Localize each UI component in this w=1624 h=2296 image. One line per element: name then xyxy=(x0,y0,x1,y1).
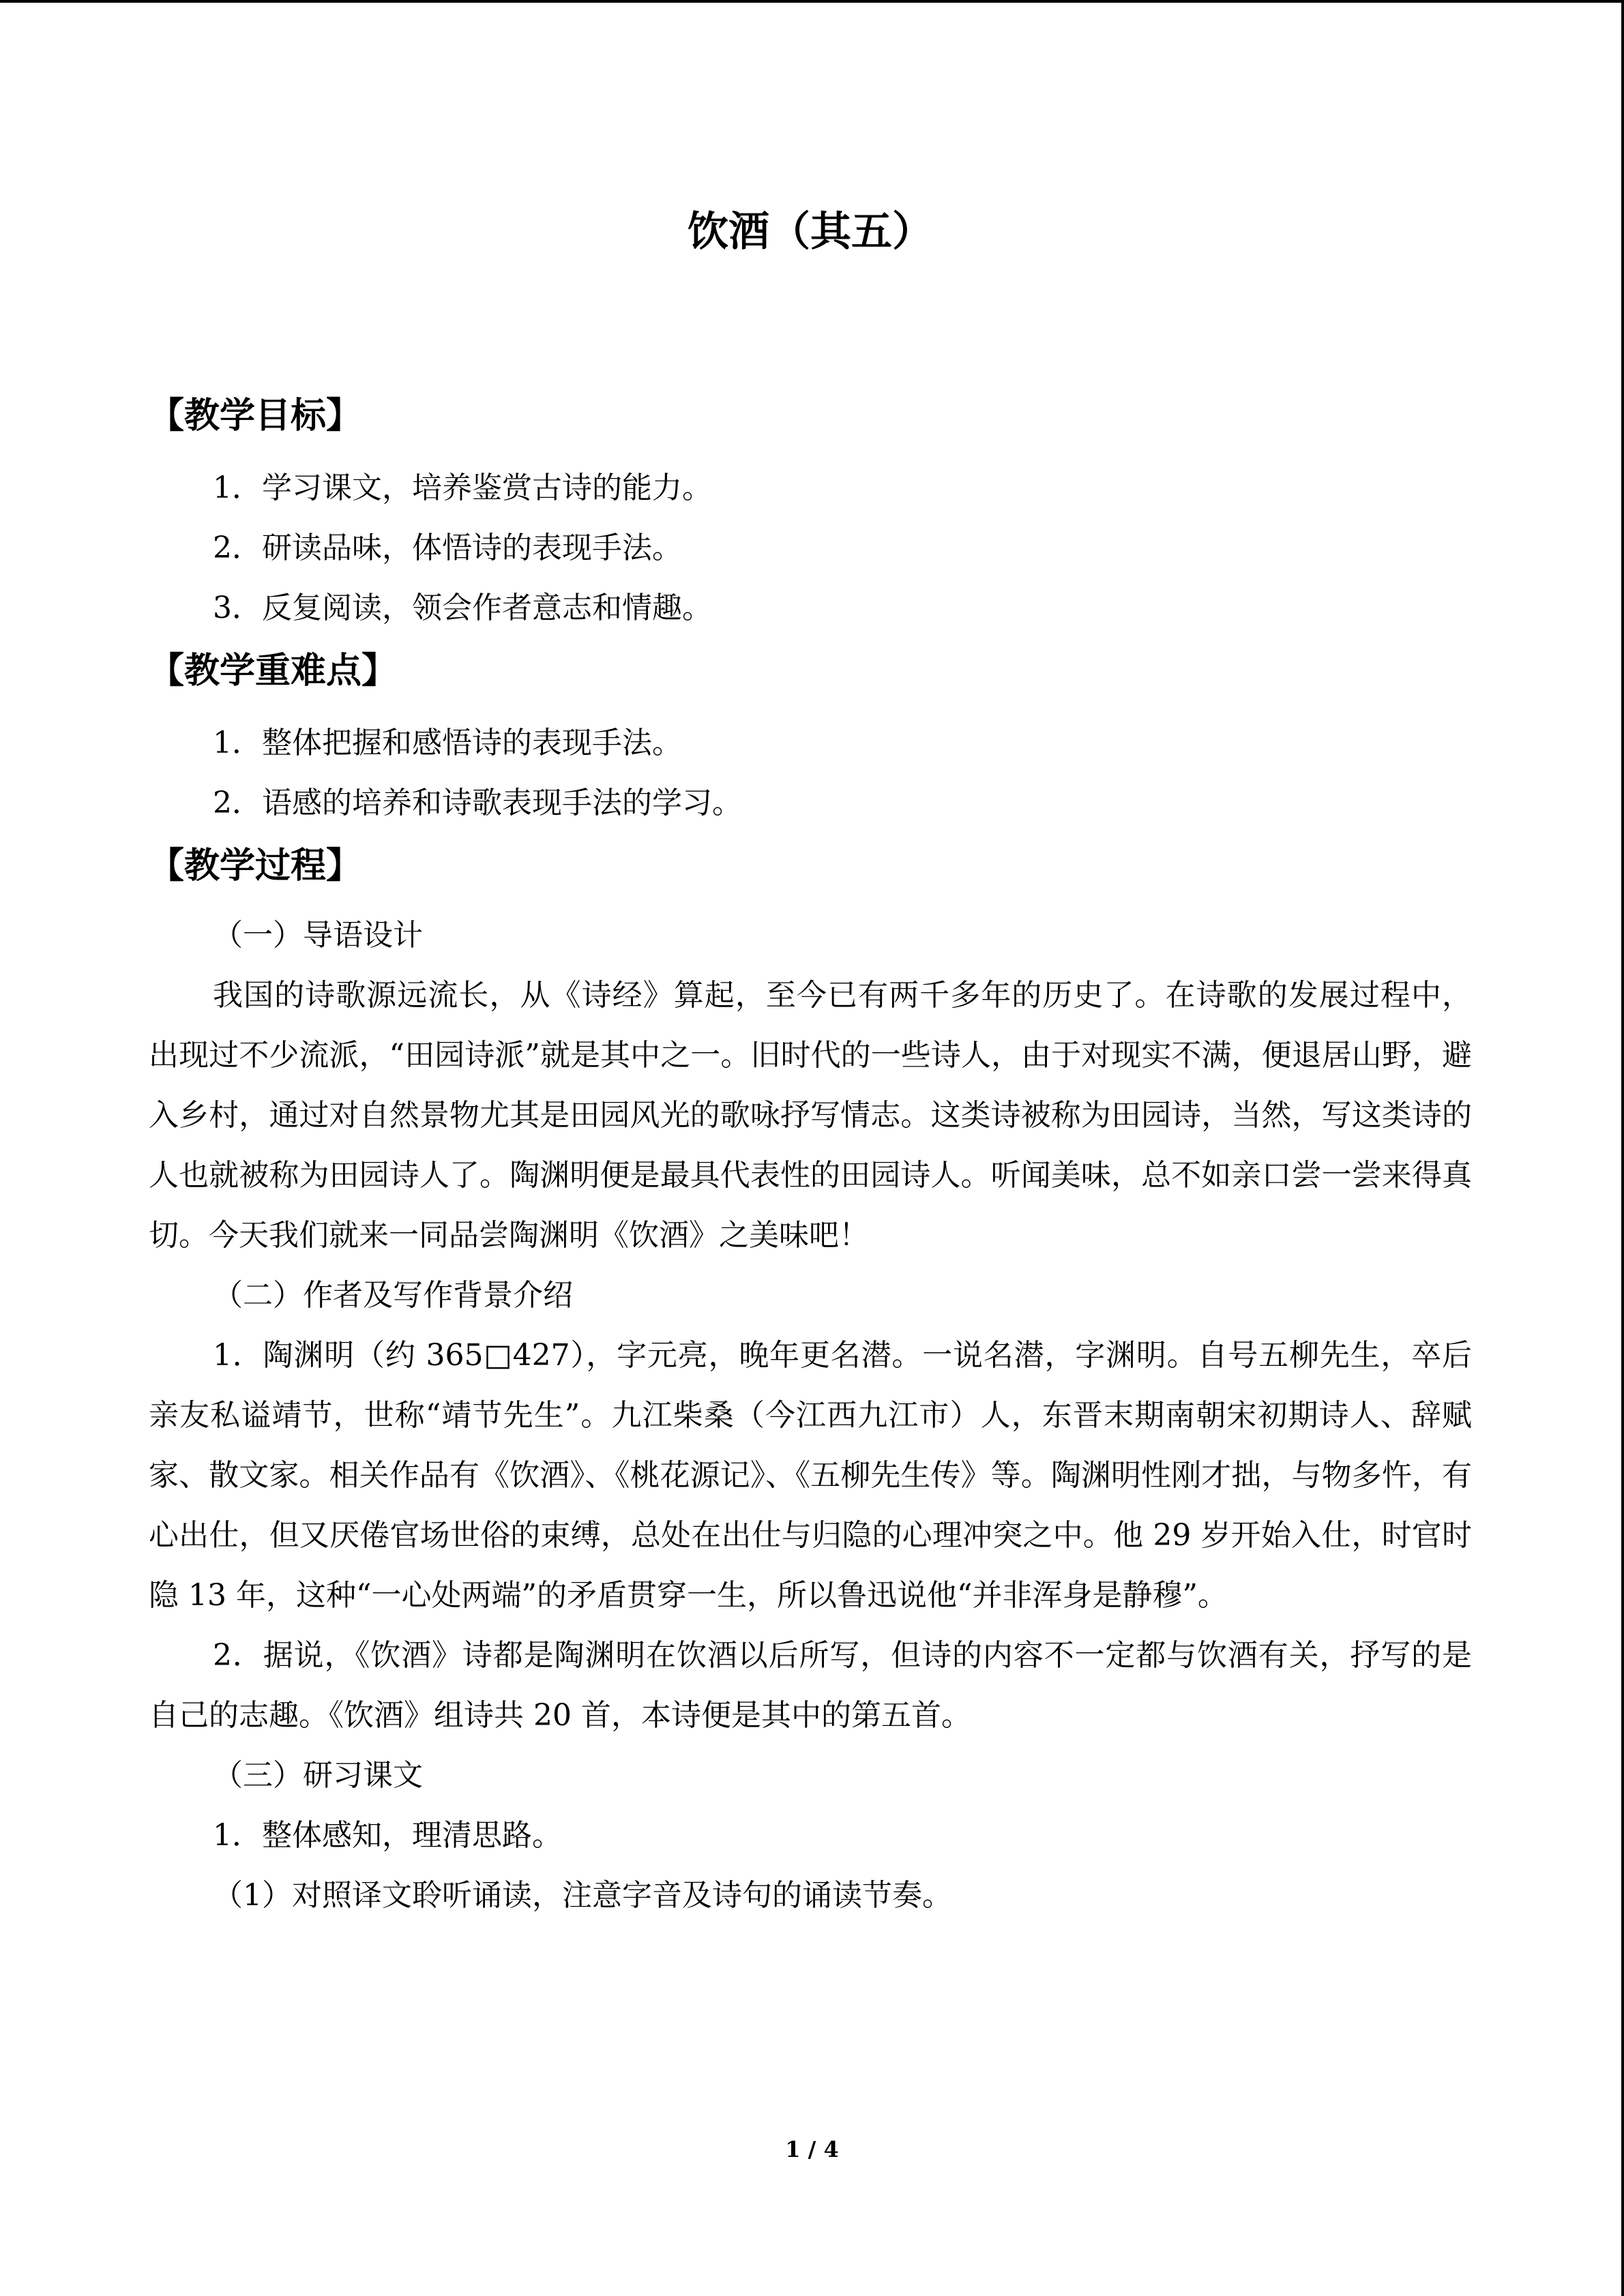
page-border-top xyxy=(0,0,1624,3)
key-point-item-1: 1．整体把握和感悟诗的表现手法。 xyxy=(213,726,682,760)
section-heading-process: 【教学过程】 xyxy=(149,845,362,886)
process-part2-item-1: 1．陶渊明（约 365□427），字元亮，晚年更名潜。一说名潜，字渊明。自号五柳先生，卒后亲友私谥靖节，世称“靖节先生”。九江柴桑（今江西九江市）人，东晋末期南朝宋初期诗人、辞赋家、散文家。相关作品有《饮酒》、《桃花源记》、《五柳先生传》等。陶渊明性刚才拙，与物多忤，有心出仕，但又厌倦官场世俗的束缚，总处在出仕与归隐的心理冲突之中。他 29 岁开始入仕，时官时隐 13 年，这种“一心处两端”的矛盾贯穿一生，所以鲁迅说他“并非浑身是静穆”。 xyxy=(149,1338,1472,1613)
process-part1-paragraph: 我国的诗歌源远流长，从《诗经》算起，至今已有两千多年的历史了。在诗歌的发展过程中，出现过不少流派，“田园诗派”就是其中之一。旧时代的一些诗人，由于对现实不满，便退居山野，避入乡村，通过对自然景物尤其是田园风光的歌咏抒写情志。这类诗被称为田园诗，当然，写这类诗的人也就被称为田园诗人了。陶渊明便是最具代表性的田园诗人。听闻美味，总不如亲口尝一尝来得真切。今天我们就来一同品尝陶渊明《饮酒》之美味吧！ xyxy=(149,978,1472,1253)
section-heading-objectives: 【教学目标】 xyxy=(149,395,362,436)
key-point-item-2: 2．语感的培养和诗歌表现手法的学习。 xyxy=(213,786,742,820)
section-heading-key-points: 【教学重难点】 xyxy=(149,650,398,691)
document-title: 饮酒（其五） xyxy=(688,208,933,256)
objective-item-3: 3．反复阅读，领会作者意志和情趣。 xyxy=(213,591,712,625)
page-border-right xyxy=(1621,0,1624,2296)
process-part3-item-1: 1．整体感知，理清思路。 xyxy=(213,1818,562,1853)
document-page xyxy=(149,205,1472,1926)
process-part2-heading: （二）作者及写作背景介绍 xyxy=(213,1278,573,1313)
page-number: 1 / 4 xyxy=(785,2136,839,2162)
process-part2-item-2: 2．据说，《饮酒》诗都是陶渊明在饮酒以后所写，但诗的内容不一定都与饮酒有关，抒写的是自己的志趣。《饮酒》组诗共 20 首，本诗便是其中的第五首。 xyxy=(149,1638,1472,1733)
process-part3-sub-1: （1）对照译文聆听诵读，注意字音及诗句的诵读节奏。 xyxy=(213,1878,952,1913)
objective-item-1: 1．学习课文，培养鉴赏古诗的能力。 xyxy=(213,471,712,505)
objective-item-2: 2．研读品味，体悟诗的表现手法。 xyxy=(213,531,682,565)
process-part3-heading: （三）研习课文 xyxy=(213,1758,423,1793)
process-part1-heading: （一）导语设计 xyxy=(213,918,423,953)
